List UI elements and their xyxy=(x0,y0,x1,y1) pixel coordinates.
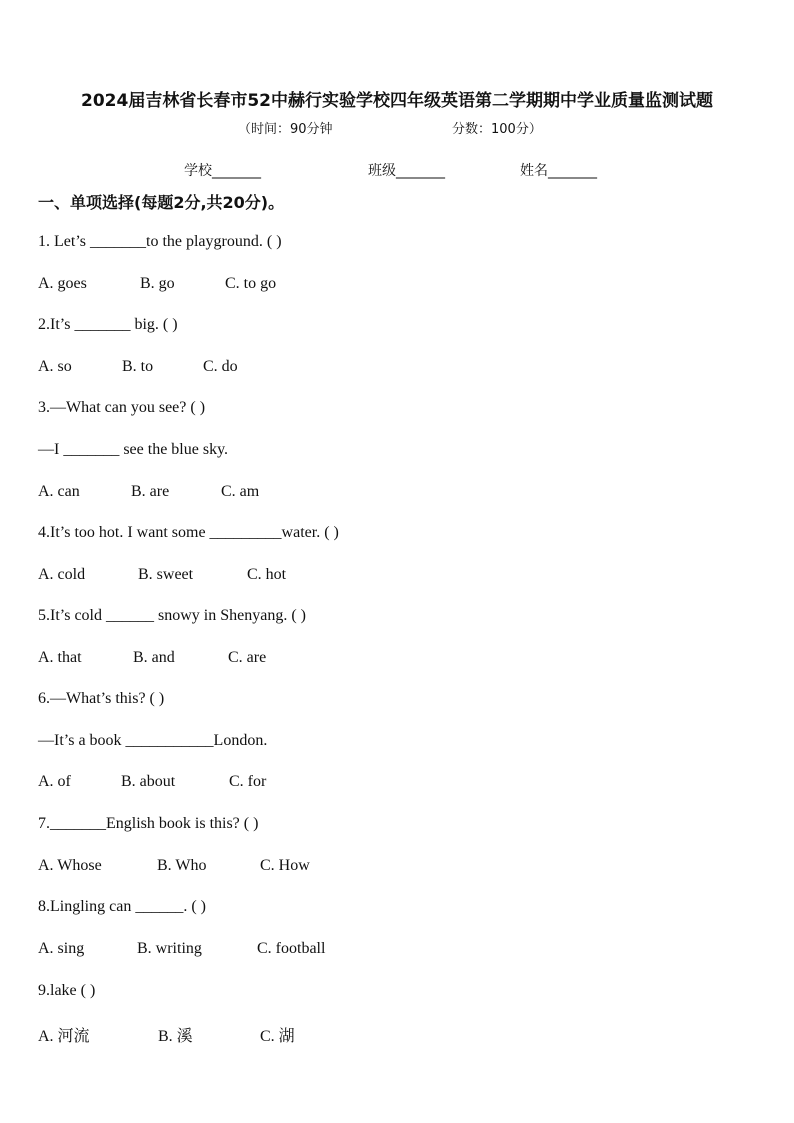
question-1-option-c: C. to go xyxy=(225,275,277,292)
question-3-stem: 3.—What can you see? ( ) xyxy=(38,399,206,416)
class-field: 班级_______ xyxy=(368,163,445,179)
question-6-option-a: A. of xyxy=(38,773,71,790)
section-title: 一、单项选择(每题2分,共20分)。 xyxy=(38,193,285,212)
question-9-stem: 9.lake ( ) xyxy=(38,982,96,999)
question-8-option-a: A. sing xyxy=(38,940,85,957)
question-8-stem: 8.Lingling can ______. ( ) xyxy=(38,898,206,915)
question-1-stem: 1. Let’s _______to the playground. ( ) xyxy=(38,233,282,250)
question-3-option-b: B. are xyxy=(131,483,170,500)
question-5-option-c: C. are xyxy=(228,649,267,666)
question-1-option-b: B. go xyxy=(140,275,175,292)
question-8-option-c: C. football xyxy=(257,940,326,957)
question-4-stem: 4.It’s too hot. I want some _________water. ( ) xyxy=(38,524,339,541)
question-3-option-c: C. am xyxy=(221,483,260,500)
question-2-option-c: C. do xyxy=(203,358,238,375)
question-6-stem: 6.—What’s this? ( ) xyxy=(38,690,165,707)
exam-title: 2024届吉林省长春市52中赫行实验学校四年级英语第二学期期中学业质量监测试题 xyxy=(81,91,713,111)
school-field: 学校_______ xyxy=(184,163,261,179)
question-9-option-b: B. 溪 xyxy=(158,1028,193,1045)
question-2-option-b: B. to xyxy=(122,358,154,375)
question-3-option-a: A. can xyxy=(38,483,80,500)
question-2-option-a: A. so xyxy=(38,358,72,375)
question-6-option-c: C. for xyxy=(229,773,267,790)
question-6-option-b: B. about xyxy=(121,773,176,790)
question-3-stem-2: —I _______ see the blue sky. xyxy=(38,441,229,458)
question-4-option-b: B. sweet xyxy=(138,566,194,583)
question-5-stem: 5.It’s cold ______ snowy in Shenyang. ( ) xyxy=(38,607,306,624)
question-4-option-a: A. cold xyxy=(38,566,86,583)
question-7-option-c: C. How xyxy=(260,857,310,874)
name-field: 姓名_______ xyxy=(520,163,597,179)
question-7-stem: 7._______English book is this? ( ) xyxy=(38,815,259,832)
question-9-option-a: A. 河流 xyxy=(38,1028,90,1045)
question-5-option-a: A. that xyxy=(38,649,82,666)
exam-time: （时间：90分钟 xyxy=(238,122,333,137)
question-6-stem-2: —It’s a book ___________London. xyxy=(38,732,268,749)
question-1-option-a: A. goes xyxy=(38,275,87,292)
question-9-option-c: C. 湖 xyxy=(260,1028,295,1045)
exam-score: 分数：100分） xyxy=(452,122,542,137)
question-5-option-b: B. and xyxy=(133,649,175,666)
question-2-stem: 2.It’s _______ big. ( ) xyxy=(38,316,178,333)
question-8-option-b: B. writing xyxy=(137,940,202,957)
question-7-option-a: A. Whose xyxy=(38,857,102,874)
question-7-option-b: B. Who xyxy=(157,857,207,874)
question-4-option-c: C. hot xyxy=(247,566,287,583)
